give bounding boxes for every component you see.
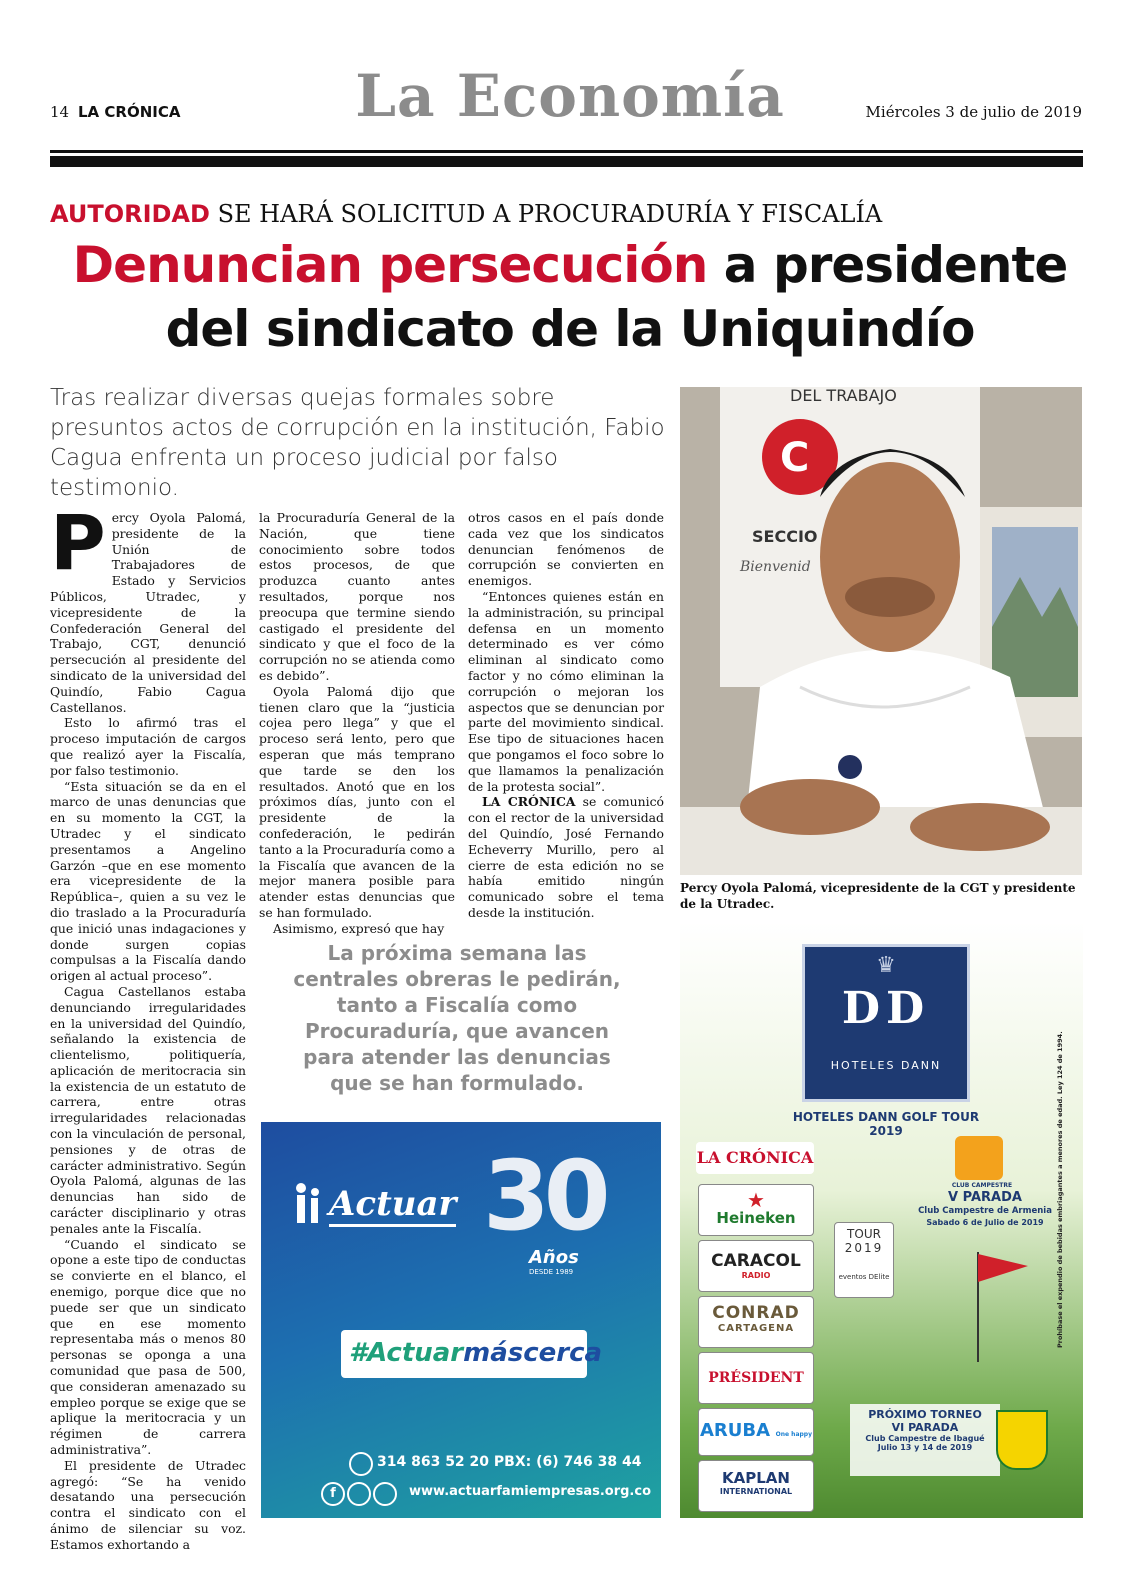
article-lead: Tras realizar diversas quejas formales sobre presuntos actos de corrupción en la institución, Fabio Cagua enfrenta un proceso judicial por falso testimonio.: [50, 385, 665, 501]
actuar-brand: Actuar: [329, 1184, 456, 1227]
sponsor-kaplan-label: KAPLAN: [722, 1469, 790, 1487]
article-column-1: [50, 498, 246, 1553]
hotel-monogram: DD: [841, 983, 931, 1034]
kicker-text: SE HARÁ SOLICITUD A PROCURADURÍA Y FISCALÍA: [217, 200, 883, 228]
stop-label: V PARADA: [948, 1190, 1022, 1205]
whatsapp-icon: [349, 1452, 373, 1476]
sponsor-heineken-label: Heineken: [716, 1209, 796, 1227]
paragraph-last: [468, 794, 664, 920]
sponsor-caracol-label: CARACOL: [711, 1251, 801, 1271]
photo-sign-1: DEL TRABAJO: [790, 387, 897, 405]
hashtag-part-2: máscerca: [463, 1338, 603, 1368]
photo-sign-3: Bienvenid: [740, 559, 811, 575]
section-title: La Economía: [355, 62, 785, 130]
anniversary-number: 30: [483, 1140, 605, 1252]
header-rule-thin: [50, 150, 1083, 153]
paragraph: Asimismo, expresó que hay: [273, 920, 445, 936]
article-kicker: [50, 200, 882, 228]
hotel-name: HOTELES DANN: [830, 1059, 942, 1072]
hoteles-dann-ad: [680, 922, 1083, 1518]
drop-cap: P: [50, 498, 106, 587]
people-logo-icon: [291, 1180, 331, 1230]
actuar-ad: [261, 1122, 661, 1518]
issue-date: Miércoles 3 de julio de 2019: [865, 103, 1082, 121]
legal-notice-wrap: [1050, 1031, 1068, 1352]
svg-text:C: C: [780, 435, 810, 481]
publication-name: LA CRÓNICA: [78, 103, 181, 121]
next-tournament-date: Julio 13 y 14 de 2019: [877, 1443, 973, 1452]
page-number: 14: [50, 103, 70, 121]
hashtag-part-1: #Actuar: [349, 1338, 464, 1368]
next-tournament-title: PRÓXIMO TORNEO: [868, 1408, 982, 1421]
legal-notice: Prohíbase el expendio de bebidas embriagantes a menores de edad. Ley 124 de 1994.: [1056, 1031, 1064, 1348]
phone-numbers: 314 863 52 20 PBX: (6) 746 38 44: [377, 1454, 642, 1470]
sponsor-aruba-sub: One happy: [775, 1431, 812, 1438]
header-rule-thick: [50, 156, 1083, 167]
paragraph: Cagua Castellanos estaba denunciando irregularidades en la universidad del Quindío, señalando la existencia de clientelismo, politiquería, aplicación de meritocracia sin la existencia de un estatuto de carrera, entre otras irregularidades relacionadas con la vinculación de personal, pensiones y de otras de carácter administrativo. Según Oyola Palomá, algunas de las denuncias han sido de carácter disciplinario y otras penales ante la Fiscalía.: [50, 983, 246, 1236]
sponsor-aruba: [698, 1408, 814, 1456]
paragraph: ercy Oyola Palomá, presidente de la Unión de Trabajadores de Estado y Servicios Públicos, Utradec, y vicepresidente de la Confederación General del Trabajo, CGT, denunció persecución al presidente del sindicato de la universidad del Quindío, Fabio Cagua Castellanos.: [50, 510, 246, 715]
tour-badge-line-3: eventos DElite: [838, 1273, 890, 1281]
paragraph: El presidente de Utradec agregó: “Se ha venido desatando una persecución contra el sindicato con el ánimo de silenciar su voz. Estamos exhortando a: [50, 1457, 246, 1552]
tour-badge-line-2: 2019: [844, 1241, 884, 1255]
sponsor-kaplan: [698, 1460, 814, 1512]
tour-badge-line-1: TOUR: [847, 1227, 881, 1241]
article-photo: [680, 387, 1082, 875]
facebook-icon: f: [321, 1482, 345, 1506]
sponsor-aruba-label: ARUBA: [700, 1420, 771, 1441]
paragraph: “Esta situación se da en el marco de unas denuncias que en su momento la CGT, la Utradec y el sindicato presentamos a Angelino Garzón –que en ese momento era vicepresidente de la República–, quien a su vez le dio traslado a la Procuraduría que inició unas indagaciones y donde surgen copias compulsas a la Fiscalía dando origen al actual proceso”.: [50, 778, 246, 984]
sponsor-caracol-sub: RADIO: [741, 1271, 771, 1280]
paragraph: “Entonces quienes están en la administración, su principal defensa en un momento determinado es ver cómo eliminan al sindicato como factor y no cómo eliminan la corrupción o mejoran los aspectos que se denuncian por parte del movimiento sindical. Ese tipo de situaciones hacen que pongamos el foco sobre lo que llamamos la penalización de la protesta social”.: [468, 588, 664, 794]
star-icon: ★: [747, 1188, 765, 1212]
hashtag-text: [349, 1338, 602, 1368]
next-tournament-stop: VI PARADA: [891, 1421, 959, 1434]
golf-flag-icon: [972, 1252, 1032, 1366]
kicker-keyword: AUTORIDAD: [50, 200, 210, 228]
publication-mention: LA CRÓNICA: [482, 794, 576, 810]
sponsor-kaplan-sub: INTERNATIONAL: [719, 1487, 793, 1496]
paragraph: la Procuraduría General de la Nación, que tiene conocimiento sobre todos estos procesos, de que produzca cuanto antes resultados, porque nos preocupa que termine siendo castigado el presidente del sindicato y que el foco de la corrupción no se atienda como es debido”.: [259, 510, 455, 683]
ibague-club-crest-icon: [996, 1410, 1048, 1470]
tour-title: HOTELES DANN GOLF TOUR 2019: [792, 1110, 980, 1138]
paragraph-text: se comunicó con el rector de la universidad del Quindío, José Fernando Echeverry Murillo, pero al cierre de esta edición no se había emitido ningún comunicado sobre el tema desde la institución.: [468, 794, 664, 920]
since-label: DESDE 1989: [529, 1268, 574, 1276]
paragraph: Esto lo afirmó tras el proceso imputación de cargos que realizó ayer la Fiscalía, por falso testimonio.: [50, 715, 246, 778]
next-tournament-club: Club Campestre de Ibagué: [865, 1434, 985, 1443]
club-date: Sabado 6 de Julio de 2019: [926, 1218, 1044, 1227]
headline-black-2: del sindicato de la Uniquindío: [165, 300, 975, 358]
club-logo-label: CLUB CAMPESTRE: [951, 1182, 1013, 1189]
photo-caption: Percy Oyola Palomá, vicepresidente de la CGT y presidente de la Utradec.: [680, 881, 1076, 911]
sponsor-conrad-sub: CARTAGENA: [717, 1323, 795, 1334]
sponsor-conrad-label: CONRAD: [712, 1303, 800, 1323]
article-headline: [40, 233, 1100, 361]
website-url: www.actuarfamiempresas.org.co: [409, 1484, 652, 1499]
article-column-3: [468, 510, 664, 921]
hotel-logo: [802, 944, 970, 1102]
sponsor-heineken: [698, 1184, 814, 1236]
tour-badge: [834, 1222, 894, 1298]
club-name: Club Campestre de Armenia: [918, 1206, 1052, 1216]
instagram-icon: [347, 1482, 371, 1506]
paragraph: otros casos en el país donde cada vez que los sindicatos denuncian fenómenos de corrupción se convierten en enemigos.: [468, 510, 664, 589]
sponsor-la-cronica: LA CRÓNICA: [696, 1142, 814, 1174]
sponsor-president: PRÉSIDENT: [698, 1352, 814, 1404]
email-icon: [373, 1482, 397, 1506]
paragraph: Oyola Palomá dijo que tienen claro que la “justicia cojea pero llega” y que el proceso será lento, pero que esperan que más temprano que tarde se den los resultados. Anotó que en los próximos días, junto con el presidente de la confederación, le pedirán tanto a la Procuraduría como a la Fiscalía que avancen de la mejor manera posible para atender estas denuncias que se han formulado.: [259, 683, 455, 920]
next-tournament-box: [850, 1404, 1000, 1476]
headline-black-1: a presidente: [723, 236, 1068, 294]
club-logo-icon: [955, 1136, 1003, 1180]
article-column-2: [259, 510, 455, 937]
headline-red: Denuncian persecución: [72, 236, 708, 294]
anniversary-label: Años: [529, 1247, 579, 1268]
pull-quote: La próxima semana las centrales obreras le pedirán, tanto a Fiscalía como Procuraduría, que avancen para atender las denuncias que se han formulado.: [293, 941, 621, 1095]
paragraph: “Cuando el sindicato se opone a este tipo de conductas se convierte en el blanco, el enemigo, porque dice que no puede ser que un sindicato que en ese momento representaba más o menos 80 personas se oponga a una comunidad que pasa de 500, que consideran amenazado su empleo porque se exige que se aplique la meritocracia y un régimen de carrera administrativa”.: [50, 1236, 246, 1458]
crown-icon: ♛: [876, 953, 896, 978]
sponsor-conrad: [698, 1296, 814, 1348]
photo-sign-2: SECCIO: [752, 527, 818, 546]
sponsor-caracol: [698, 1240, 814, 1292]
